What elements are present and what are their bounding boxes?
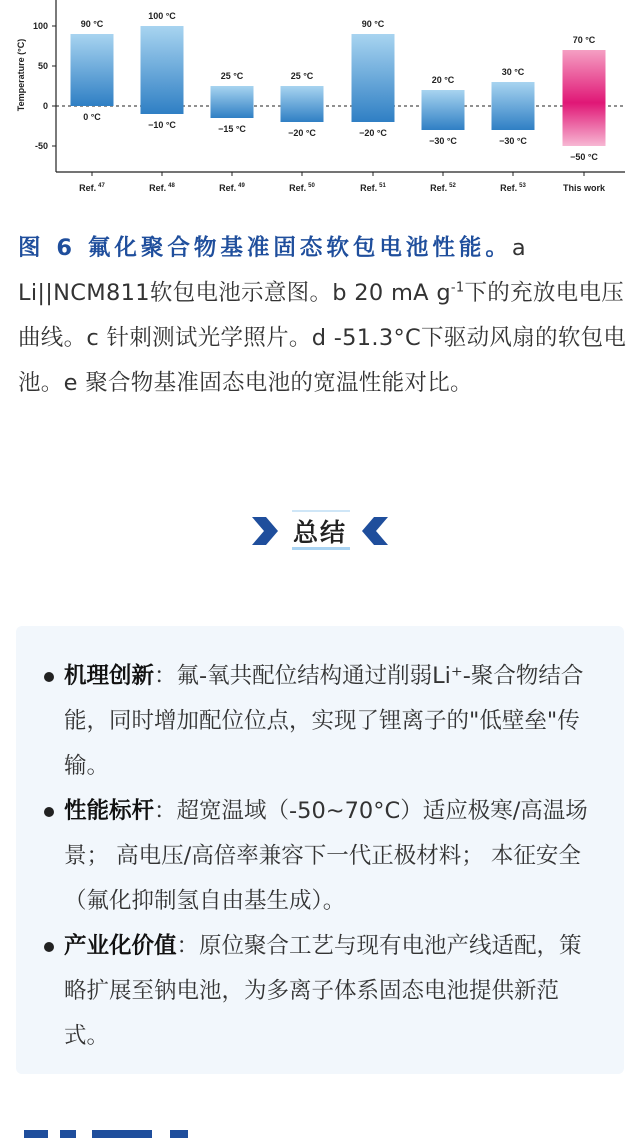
- title-underline: [292, 547, 350, 550]
- chevron-right-icon: [248, 515, 280, 547]
- category-label: Ref. $^{49}$: [219, 183, 245, 193]
- bullet-icon: [44, 672, 54, 682]
- bar-high-label: 90 °C: [80, 19, 104, 29]
- y-tick-label: 0: [42, 101, 48, 111]
- category-label: Ref. $^{47}$: [79, 183, 105, 193]
- category-superscript: 49: [238, 183, 245, 189]
- bar-low-label: −30 °C: [429, 136, 457, 146]
- section-header: [0, 505, 640, 555]
- caption-superscript: -1: [450, 280, 465, 296]
- bar-low-label: −15 °C: [218, 124, 246, 134]
- bar: [211, 86, 254, 118]
- temperature-range-chart: [0, 0, 640, 205]
- category-label: Ref. $^{52}$: [430, 183, 456, 193]
- summary-item-performance: [32, 789, 602, 924]
- category-superscript: 51: [379, 183, 386, 189]
- bar-low-label: −10 °C: [148, 120, 176, 130]
- summary-item-text: ：超宽温域（-50~70°C）适应极寒/高温场景； 高电压/高倍率兼容下一代正极材料； 本征安全（氟化抑制氢自由基生成）。: [64, 798, 588, 914]
- y-tick-label: 100: [32, 21, 48, 31]
- category-label: Ref. $^{50}$: [289, 183, 315, 193]
- bar-high-label: 30 °C: [501, 67, 525, 77]
- y-axis-label: Temperature (°C): [16, 38, 26, 112]
- category-label: Ref. $^{53}$: [500, 183, 526, 193]
- category-superscript: 53: [519, 183, 526, 189]
- figure-label: 图 6 氟化聚合物基准固态软包电池性能。: [18, 235, 512, 261]
- peek-block: [170, 1130, 188, 1138]
- peek-block: [24, 1130, 48, 1138]
- figure-caption: [18, 226, 628, 406]
- category-label: Ref. $^{51}$: [360, 183, 386, 193]
- summary-item-text: ：原位聚合工艺与现有电池产线适配，策略扩展至钠电池，为多离子体系固态电池提供新范式。: [64, 933, 582, 1049]
- caption-text-2: 下的充放电电压曲线。c 针刺测试光学照片。d -51.3°C下驱动风扇的软包电池。e 聚合物基准固态电池的宽温性能对比。: [18, 280, 627, 396]
- bar-high-label: 25 °C: [220, 71, 244, 81]
- bar: [492, 82, 535, 130]
- category-superscript: 52: [449, 183, 456, 189]
- y-tick-label: -50: [34, 141, 48, 151]
- bullet-icon: [44, 807, 54, 817]
- section-title: 总结: [292, 518, 347, 547]
- y-tick-label: 50: [37, 61, 48, 71]
- bar-low-label: 0 °C: [83, 112, 101, 122]
- category-label: Ref. $^{48}$: [149, 183, 175, 193]
- category-superscript: 48: [168, 183, 175, 189]
- bar-high-label: 25 °C: [290, 71, 314, 81]
- summary-box: [16, 626, 624, 1074]
- summary-item-label: 机理创新: [64, 663, 155, 689]
- bar: [563, 50, 606, 146]
- category-label: This work: [562, 183, 606, 193]
- bar-high-label: 90 °C: [361, 19, 385, 29]
- bullet-icon: [44, 942, 54, 952]
- bar-low-label: −20 °C: [288, 128, 316, 138]
- bar-low-label: −30 °C: [499, 136, 527, 146]
- bar-low-label: −50 °C: [570, 152, 598, 162]
- category-superscript: 50: [308, 183, 315, 189]
- summary-item-mechanism: [32, 654, 602, 789]
- summary-item-label: 性能标杆: [64, 798, 155, 824]
- title-overline: [292, 510, 350, 512]
- bar: [71, 34, 114, 106]
- bar: [281, 86, 324, 122]
- bar: [352, 34, 395, 122]
- bar: [422, 90, 465, 130]
- summary-item-text: ：氟-氧共配位结构通过削弱Li⁺-聚合物结合能，同时增加配位位点，实现了锂离子的"低壁垒"传输。: [64, 663, 584, 779]
- summary-list: [16, 626, 624, 1059]
- peek-block: [60, 1130, 76, 1138]
- bar-low-label: −20 °C: [359, 128, 387, 138]
- next-section-peek: [0, 1126, 640, 1138]
- chevron-left-icon: [360, 515, 392, 547]
- category-superscript: 47: [98, 183, 105, 189]
- caption-text-1: a Li||NCM811软包电池示意图。b 20 mA g: [18, 235, 526, 306]
- peek-block: [92, 1130, 152, 1138]
- summary-item-industry: [32, 924, 602, 1059]
- bar-high-label: 100 °C: [148, 11, 176, 21]
- bar-high-label: 20 °C: [431, 75, 455, 85]
- summary-item-label: 产业化价值: [64, 933, 177, 959]
- bar: [141, 26, 184, 114]
- bar-high-label: 70 °C: [572, 35, 596, 45]
